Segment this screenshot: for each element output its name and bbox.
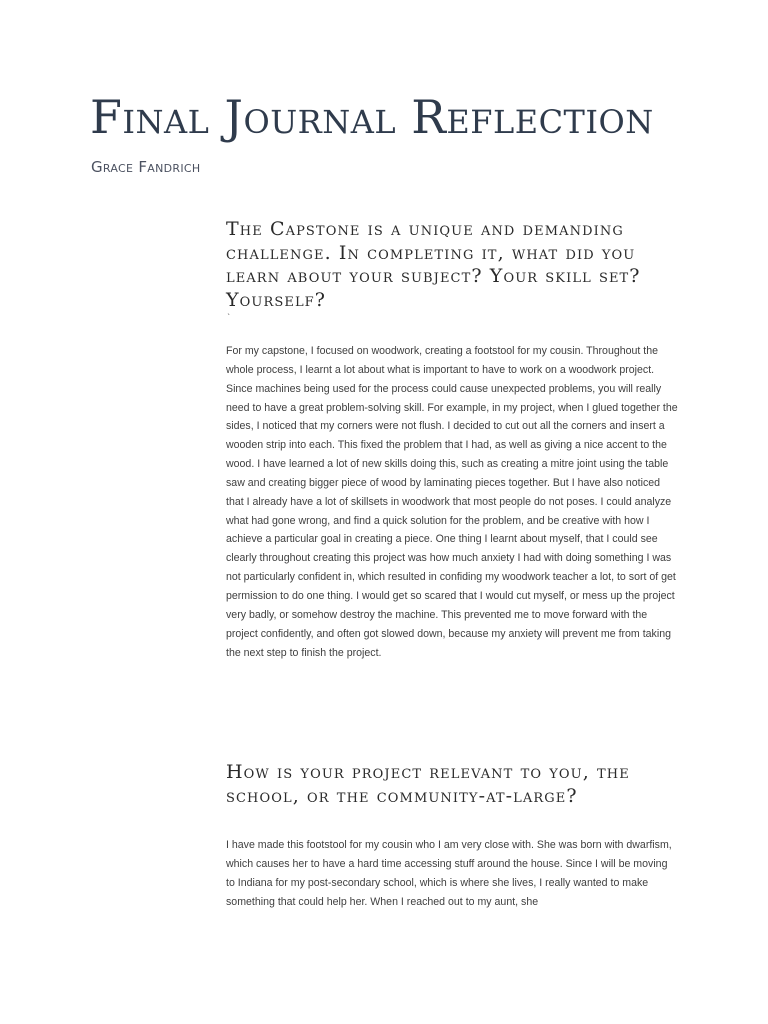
section-body: I have made this footstool for my cousin who I am very close with. She was born with dwarfism, which causes her to have a hard time accessing stuff around the house. Since I will be moving to Indiana for my post-secondary school, which is where she lives, I really wanted to make something that could help her. When I reached out to my aunt, she [226,839,672,908]
document-title: Final Journal Reflection [90,90,654,144]
section-body: For my capstone, I focused on woodwork, creating a footstool for my cousin. Throughout the whole process, I learnt a lot about what is important to have to work on a woodwork project. Since machines being used for the process could cause unexpected problems, you will really need to have a great problem-solving skill. For example, in my project, when I glued together the sides, I noticed that my corners were not flush. I decided to cut out all the corners and insert a wooden strip into each. This fixed the problem that I had, as well as giving a nice accent to the wood. I have learned a lot of new skills doing this, such as creating a mitre joint using the table saw and creating bigger piece of wood by laminating pieces together. But I have also noticed that I already have a lot of skillsets in woodwork that most people do not poses. I could analyze what had gone wrong, and find a quick solution for the problem, and be creative with how I achieve a particular goal in creating a piece. One thing I learnt about myself, that I could see clearly throughout creating this project was how much anxiety I had with doing something I was not particularly confident in, which resulted in confiding my woodwork teacher a lot, to sort of get permission to do one thing. I would get so scared that I would cut myself, or mess up the project very badly, or somehow destroy the machine. This prevented me to move forward with the project confidently, and often got slowed down, because my anxiety will prevent me from taking the next step to finish the project. [226,345,678,659]
stray-mark: ` [227,313,231,322]
reflection-section-1 [226,218,678,662]
section-heading: How is your project relevant to you, the school, or the community-at-large? [226,761,630,807]
author-name: Grace Fandrich [91,158,201,176]
reflection-section-2 [226,761,678,911]
section-heading: The Capstone is a unique and demanding challenge. In completing it, what did you learn about your subject? Your skill set? Yourself? [226,218,641,311]
